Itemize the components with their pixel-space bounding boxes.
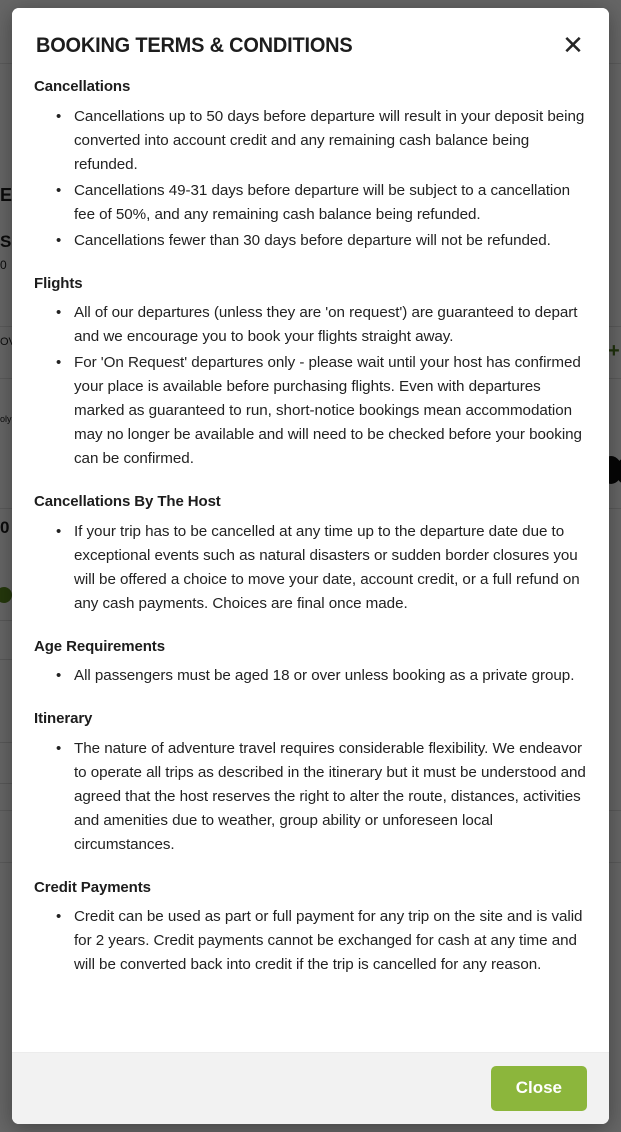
section-list — [34, 905, 587, 977]
list-item: • Credit can be used as part or full payment for any trip on the site and is valid for 2 years. Credit payments cannot be exchanged for cash at any time and will be converted back into credit if the trip is cancelled for any reason. — [74, 905, 587, 977]
section-heading: Flights — [34, 274, 83, 292]
modal-footer — [12, 1052, 609, 1124]
section-list — [34, 664, 587, 688]
list-item: • If your trip has to be cancelled at any time up to the departure date due to exceptional events such as natural disasters or sudden border closures you will be offered a choice to move your date, account credit, or a full refund on any cash payments. Choices are final once made. — [74, 520, 587, 616]
section-flights — [34, 273, 587, 472]
section-heading: Age Requirements — [34, 637, 165, 655]
section-heading: Credit Payments — [34, 878, 151, 896]
modal-header — [12, 8, 609, 64]
list-item: • All passengers must be aged 18 or over unless booking as a private group. — [74, 664, 587, 688]
page-title: BOOKING TERMS & CONDITIONS — [36, 34, 353, 57]
close-icon[interactable]: ✕ — [557, 30, 589, 62]
modal-body-scroll-area[interactable] — [12, 64, 609, 1052]
section-heading: Cancellations By The Host — [34, 493, 221, 511]
list-item: • Cancellations 49-31 days before departure will be subject to a cancellation fee of 50%, and any remaining cash balance being refunded. — [74, 179, 587, 227]
list-item: • For 'On Request' departures only - please wait until your host has confirmed your place is available before purchasing flights. Even with departures marked as guaranteed to run, short-notice bookings mean accommodation may no longer be available and will need to be checked before your booking can be confirmed. — [74, 351, 587, 471]
booking-terms-modal — [12, 8, 609, 1124]
list-item: • Cancellations fewer than 30 days before departure will not be refunded. — [74, 229, 587, 253]
list-item: • Cancellations up to 50 days before departure will result in your deposit being converted into account credit and any remaining cash balance being refunded. — [74, 105, 587, 177]
section-heading: Itinerary — [34, 710, 93, 728]
section-list — [34, 520, 587, 616]
section-itinerary — [34, 708, 587, 857]
section-credit-payments — [34, 877, 587, 978]
section-age-requirements — [34, 636, 587, 689]
list-item: • All of our departures (unless they are 'on request') are guaranteed to depart and we encourage you to book your flights straight away. — [74, 301, 587, 349]
section-heading: Cancellations — [34, 78, 131, 95]
list-item: • The nature of adventure travel requires considerable flexibility. We endeavor to operate all trips as described in the itinerary but it must be understood and agreed that the host reserves the right to alter the route, distances, activities and amenities due to weather, group ability or unforeseen local circumstances. — [74, 737, 587, 857]
section-cancellations — [34, 76, 587, 253]
close-button[interactable]: Close — [491, 1066, 587, 1111]
section-list — [34, 105, 587, 253]
section-list — [34, 737, 587, 857]
section-list — [34, 301, 587, 471]
section-cancellations-by-the-host — [34, 491, 587, 616]
